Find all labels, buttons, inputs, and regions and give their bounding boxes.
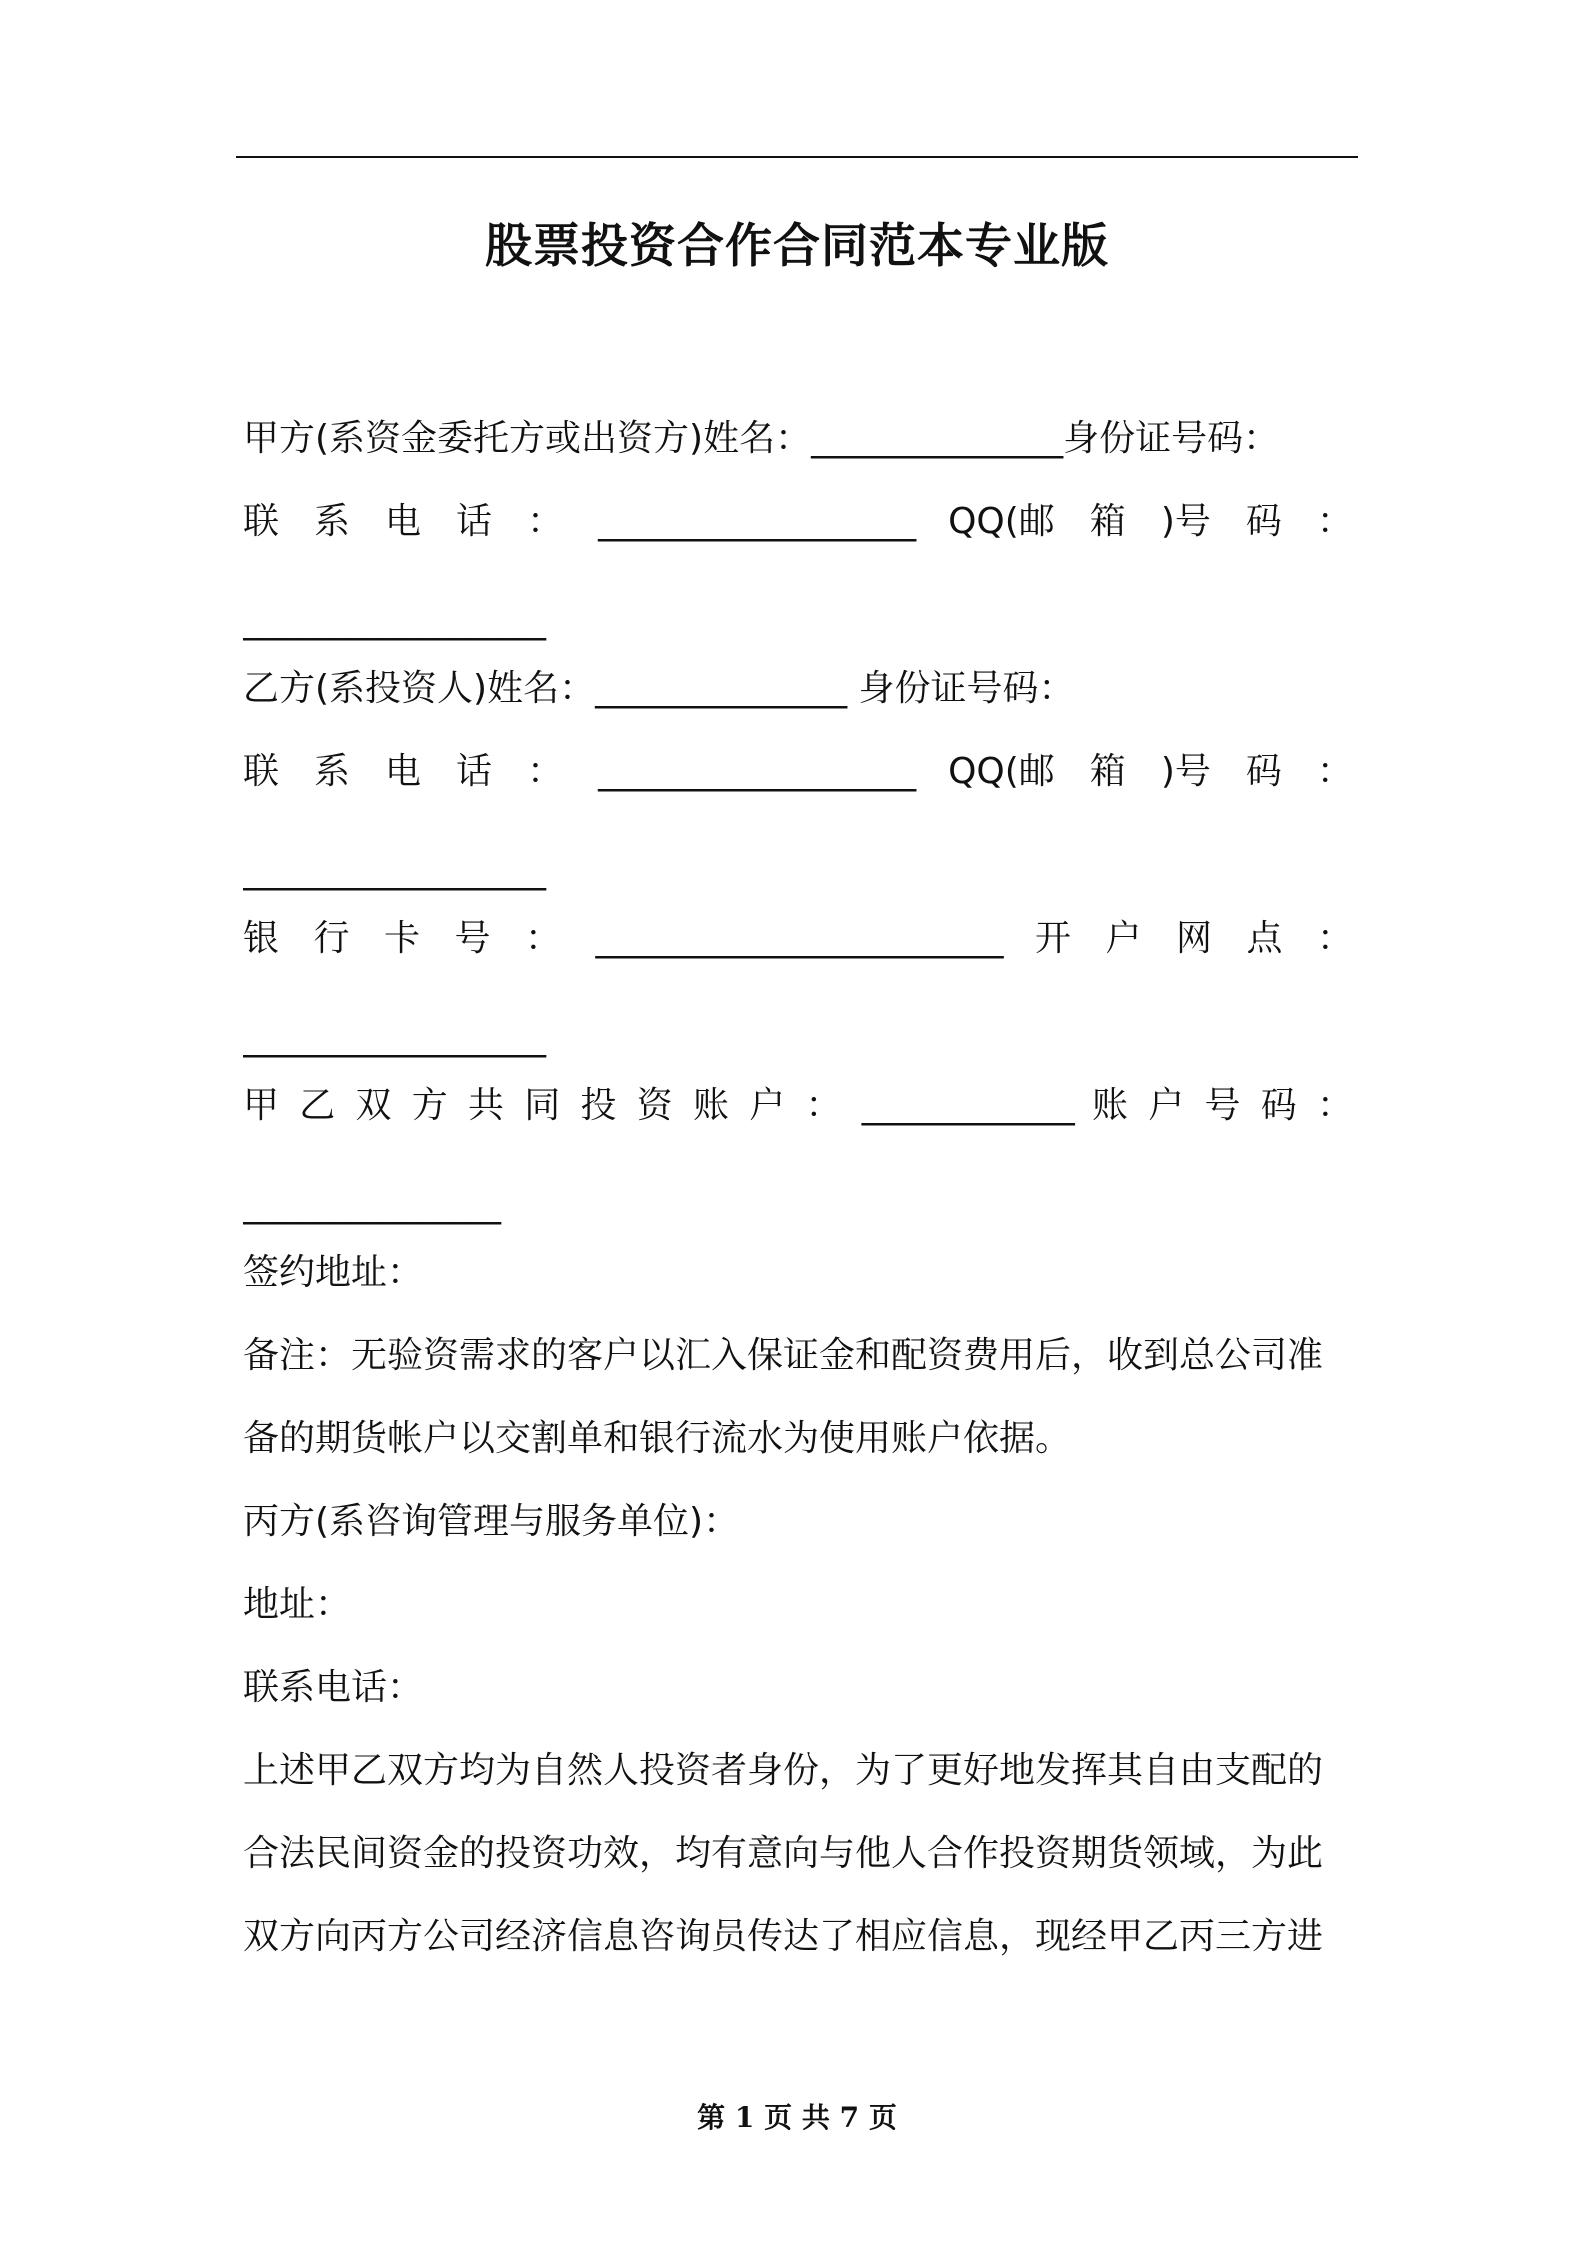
label-char: 码 [1245,751,1282,792]
label-char: 行 [313,918,350,959]
label-char: 箱 [1089,751,1126,792]
party-c-phone: 联系电话： [243,1667,424,1708]
label-char: 电 [385,751,422,792]
label-char: QQ(邮 [948,501,1055,542]
label-char: 乙 [299,1085,336,1126]
label-char: 电 [385,501,422,542]
label-char: ： [527,501,564,542]
label-char: ： [527,751,564,792]
document-title: 股票投资合作合同范本专业版 [485,219,1109,274]
label-char: 系 [314,501,351,542]
body-line-1: 上述甲乙双方均为自然人投资者身份，为了更好地发挥其自由支配的 [243,1750,1324,1791]
party-b-contact-line [243,747,1353,797]
label-char: ： [1316,751,1353,792]
party-b-qq-blank: ____________________ [243,850,543,891]
party-b-branch-blank: ____________________ [243,1017,543,1058]
body-line-2: 合法民间资金的投资功效，均有意向与他人合作投资期货领域，为此 [243,1833,1324,1874]
label-char: )号 [1160,501,1211,542]
label-char: 账 [693,1085,730,1126]
label-char: 户 [1105,918,1142,959]
label-char: 甲 [243,1085,280,1126]
remark-line-2: 备的期货帐户以交割单和银行流水为使用账户依据。 [243,1418,1072,1459]
header-rule [236,156,1358,158]
label-char: 资 [636,1085,673,1126]
body-line-3: 双方向丙方公司经济信息咨询员传达了相应信息，现经甲乙丙三方进 [243,1916,1324,1957]
label-char: 卡 [384,918,421,959]
label-char: 账 [1091,1085,1128,1126]
label-char: 网 [1175,918,1212,959]
label-char: 同 [524,1085,561,1126]
party-b-bank-line [243,914,1353,964]
joint-account-line [243,1081,1353,1131]
party-a-qq-blank: ____________________ [243,600,543,641]
label-char: 码 [1260,1085,1297,1126]
label-char: 银 [243,918,280,959]
party-c-title: 丙方(系咨询管理与服务单位)： [243,1501,740,1542]
signing-address: 签约地址： [243,1252,424,1293]
label-char: ： [525,918,562,959]
party-a-contact-line [243,497,1353,547]
joint-account-blank: ______________ [861,1085,1072,1126]
label-char: 号 [1204,1085,1241,1126]
label-char: 话 [456,501,493,542]
page-number: 第 1 页 共 7 页 [697,2101,897,2134]
label-char: 点 [1246,918,1283,959]
label-char: 联 [243,501,280,542]
bank-card-blank: ___________________________ [595,918,1001,959]
label-char: ： [805,1085,842,1126]
label-char: 开 [1034,918,1071,959]
remark-line-1: 备注：无验资需求的客户以汇入保证金和配资费用后，收到总公司准 [243,1335,1324,1376]
label-char: QQ(邮 [948,751,1055,792]
label-char: 户 [749,1085,786,1126]
label-char: 双 [355,1085,392,1126]
party-c-address: 地址： [243,1584,352,1625]
label-char: 话 [456,751,493,792]
label-char: 号 [454,918,491,959]
label-char: 联 [243,751,280,792]
label-char: ： [1316,1085,1353,1126]
label-char: ： [1316,918,1353,959]
party-a-name-line: 甲方(系资金委托方或出资方)姓名：______________身份证号码： [243,418,1280,459]
phone-blank: _____________________ [598,751,914,792]
label-char: 投 [580,1085,617,1126]
label-char: )号 [1160,751,1211,792]
label-char: 系 [314,751,351,792]
party-b-name-line: 乙方(系投资人)姓名：______________ 身份证号码： [243,668,1075,709]
account-number-blank: _________________ [243,1184,498,1225]
label-char: 箱 [1089,501,1126,542]
label-char: 户 [1148,1085,1185,1126]
phone-blank: _____________________ [598,501,914,542]
label-char: 共 [468,1085,505,1126]
label-char: 码 [1245,501,1282,542]
label-char: ： [1316,501,1353,542]
label-char: 方 [411,1085,448,1126]
